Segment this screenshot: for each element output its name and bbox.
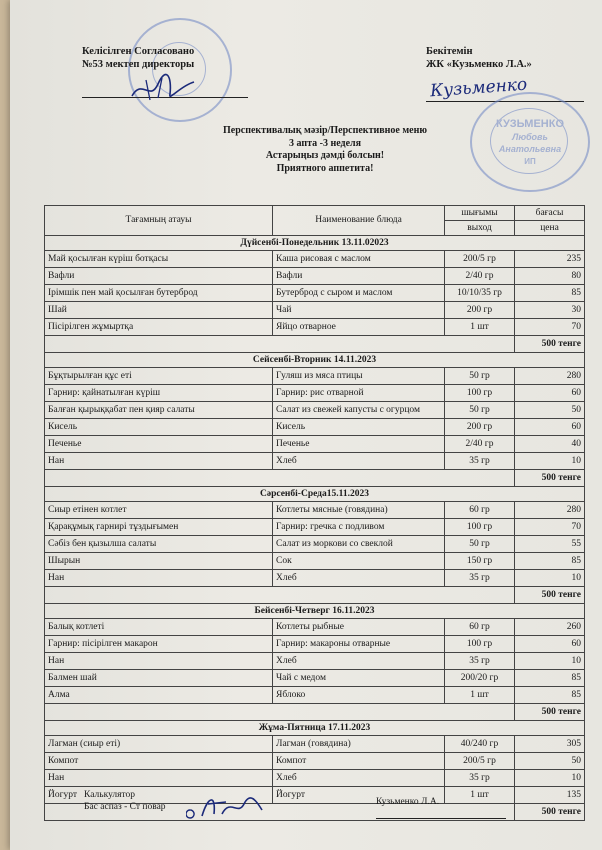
- footer-calculator: Калькулятор: [84, 790, 136, 800]
- dish-ru: Гарнир: макароны отварные: [273, 636, 445, 653]
- approval-left-line2: №53 мектеп директоры: [82, 59, 195, 70]
- dish-ru: Лагман (говядина): [273, 736, 445, 753]
- day-title: Жұма-Пятница 17.11.2023: [45, 721, 585, 736]
- yield: 100 гр: [445, 519, 515, 536]
- title-line4: Приятного аппетита!: [276, 162, 374, 174]
- dish-kz: Май қосылған күріш ботқасы: [45, 251, 273, 268]
- dish-kz: Алма: [45, 687, 273, 704]
- table-row: [45, 736, 585, 753]
- dish-kz: Бұқтырылған құс еті: [45, 368, 273, 385]
- table-row: [45, 368, 585, 385]
- table-row: [45, 619, 585, 636]
- price: 60: [515, 636, 585, 653]
- approval-left-line1: Келісілген Согласовано: [82, 46, 195, 57]
- table-row: [45, 653, 585, 670]
- price: 10: [515, 570, 585, 587]
- header-price-ru: цена: [515, 221, 585, 236]
- dish-kz: Лагман (сиыр еті): [45, 736, 273, 753]
- price: 80: [515, 268, 585, 285]
- price: 55: [515, 536, 585, 553]
- dish-ru: Чай с медом: [273, 670, 445, 687]
- price: 50: [515, 402, 585, 419]
- dish-ru: Сок: [273, 553, 445, 570]
- title-line1: Перспективалық мәзір/Перспективное меню: [222, 125, 427, 136]
- dish-ru: Компот: [273, 753, 445, 770]
- yield: 200 гр: [445, 302, 515, 319]
- dish-ru: Яблоко: [273, 687, 445, 704]
- dish-ru: Чай: [273, 302, 445, 319]
- table-row: [45, 251, 585, 268]
- total-row: [45, 587, 585, 604]
- yield: 50 гр: [445, 402, 515, 419]
- yield: 60 гр: [445, 502, 515, 519]
- yield: 2/40 гр: [445, 268, 515, 285]
- dish-kz: Сиыр етінен котлет: [45, 502, 273, 519]
- yield: 150 гр: [445, 553, 515, 570]
- footer-chef: Бас аспаз - Ст повар: [84, 802, 166, 812]
- dish-kz: Нан: [45, 770, 273, 787]
- price: 135: [515, 787, 585, 804]
- dish-ru: Яйцо отварное: [273, 319, 445, 336]
- price: 10: [515, 770, 585, 787]
- day-row: [45, 487, 585, 502]
- table-row: [45, 302, 585, 319]
- price: 60: [515, 385, 585, 402]
- dish-ru: Котлеты мясные (говядина): [273, 502, 445, 519]
- table-row: [45, 402, 585, 419]
- total-row: [45, 336, 585, 353]
- day-title: Сейсенбі-Вторник 14.11.2023: [45, 353, 585, 368]
- footer-signature-line: [376, 818, 506, 819]
- table-row: [45, 419, 585, 436]
- table-row: [45, 553, 585, 570]
- price: 280: [515, 502, 585, 519]
- day-total: 500 тенге: [515, 587, 585, 604]
- dish-ru: Вафли: [273, 268, 445, 285]
- yield: 100 гр: [445, 636, 515, 653]
- day-title: Дүйсенбі-Понедельник 13.11.02023: [45, 236, 585, 251]
- dish-ru: Гарнир: гречка с подливом: [273, 519, 445, 536]
- yield: 1 шт: [445, 787, 515, 804]
- dish-ru: Йогурт: [273, 787, 445, 804]
- dish-kz: Балық котлеті: [45, 619, 273, 636]
- day-title: Бейсенбі-Четверг 16.11.2023: [45, 604, 585, 619]
- day-total: 500 тенге: [515, 704, 585, 721]
- dish-kz: Шай: [45, 302, 273, 319]
- document-sheet: [10, 0, 602, 850]
- price: 235: [515, 251, 585, 268]
- price: 50: [515, 753, 585, 770]
- total-spacer: [45, 587, 515, 604]
- price: 85: [515, 687, 585, 704]
- price: 10: [515, 653, 585, 670]
- yield: 200/5 гр: [445, 251, 515, 268]
- dish-kz: Кисель: [45, 419, 273, 436]
- yield: 50 гр: [445, 536, 515, 553]
- dish-kz: Компот: [45, 753, 273, 770]
- price: 70: [515, 319, 585, 336]
- table-row: [45, 519, 585, 536]
- dish-kz: Гарнир: пісірілген макарон: [45, 636, 273, 653]
- dish-ru: Салат из свежей капусты с огурцом: [273, 402, 445, 419]
- chef-signature: [186, 790, 266, 826]
- dish-ru: Хлеб: [273, 453, 445, 470]
- table-row: [45, 636, 585, 653]
- dish-ru: Кисель: [273, 419, 445, 436]
- yield: 50 гр: [445, 368, 515, 385]
- dish-ru: Хлеб: [273, 653, 445, 670]
- title-line2: 3 апта -3 неделя: [288, 137, 362, 149]
- table-row: [45, 570, 585, 587]
- price: 85: [515, 285, 585, 302]
- table-row: [45, 436, 585, 453]
- table-row: [45, 670, 585, 687]
- dish-kz: Балған қырыққабат пен қияр салаты: [45, 402, 273, 419]
- table-row: [45, 285, 585, 302]
- dish-ru: Котлеты рыбные: [273, 619, 445, 636]
- yield: 100 гр: [445, 385, 515, 402]
- stamp-middle-name: Анатольевна: [498, 144, 562, 154]
- yield: 200 гр: [445, 419, 515, 436]
- approval-block-left: [82, 45, 194, 71]
- dish-kz: Нан: [45, 570, 273, 587]
- price: 305: [515, 736, 585, 753]
- dish-kz: Вафли: [45, 268, 273, 285]
- dish-kz: Қарақұмық гарнирі тұздығымен: [45, 519, 273, 536]
- dish-kz: Йогурт: [45, 787, 273, 804]
- dish-ru: Печенье: [273, 436, 445, 453]
- table-row: [45, 268, 585, 285]
- yield: 35 гр: [445, 570, 515, 587]
- price: 85: [515, 670, 585, 687]
- dish-ru: Бутерброд с сыром и маслом: [273, 285, 445, 302]
- day-total: 500 тенге: [515, 336, 585, 353]
- price: 10: [515, 453, 585, 470]
- day-row: [45, 353, 585, 368]
- table-row: [45, 770, 585, 787]
- total-spacer: [45, 704, 515, 721]
- table-row: [45, 687, 585, 704]
- table-row: [45, 385, 585, 402]
- price: 30: [515, 302, 585, 319]
- dish-ru: Гарнир: рис отварной: [273, 385, 445, 402]
- yield: 2/40 гр: [445, 436, 515, 453]
- stamp-surname: КУЗЬМЕНКО: [495, 118, 565, 130]
- yield: 1 шт: [445, 319, 515, 336]
- approval-right-line2: ЖК «Кузьменко Л.А.»: [426, 59, 532, 70]
- header-price-kz: бағасы: [515, 206, 585, 221]
- header-dish-kz: Тағамның атауы: [45, 206, 273, 236]
- table-row: [45, 319, 585, 336]
- yield: 35 гр: [445, 770, 515, 787]
- table-header-row: [45, 206, 585, 221]
- footer-right: Кузьменко Л.А.: [376, 797, 440, 807]
- total-spacer: [45, 470, 515, 487]
- yield: 35 гр: [445, 653, 515, 670]
- dish-ru: Хлеб: [273, 770, 445, 787]
- day-total: 500 тенге: [515, 804, 585, 821]
- table-row: [45, 453, 585, 470]
- menu-table: [44, 205, 585, 821]
- total-row: [45, 470, 585, 487]
- day-total: 500 тенге: [515, 470, 585, 487]
- yield: 10/10/35 гр: [445, 285, 515, 302]
- dish-kz: Гарнир: қайнатылған күріш: [45, 385, 273, 402]
- table-row: [45, 753, 585, 770]
- yield: 60 гр: [445, 619, 515, 636]
- dish-kz: Балмен шай: [45, 670, 273, 687]
- dish-kz: Нан: [45, 453, 273, 470]
- dish-kz: Печенье: [45, 436, 273, 453]
- header-yield-ru: выход: [445, 221, 515, 236]
- dish-kz: Сәбіз бен қызылша салаты: [45, 536, 273, 553]
- owner-signature: Кузьменко: [429, 74, 528, 102]
- table-row: [45, 502, 585, 519]
- approval-block-right: [426, 45, 532, 71]
- dish-kz: Нан: [45, 653, 273, 670]
- price: 85: [515, 553, 585, 570]
- day-row: [45, 236, 585, 251]
- footer-left: [84, 789, 166, 813]
- stamp-abbr: ИП: [524, 157, 536, 166]
- title-line3: Астарыңыз дәмді болсын!: [265, 150, 385, 161]
- yield: 35 гр: [445, 453, 515, 470]
- header-yield-kz: шығымы: [445, 206, 515, 221]
- header-dish-ru: Наименование блюда: [273, 206, 445, 236]
- price: 40: [515, 436, 585, 453]
- stamp-first-name: Любовь: [512, 132, 548, 142]
- yield: 1 шт: [445, 687, 515, 704]
- day-row: [45, 721, 585, 736]
- table-row: [45, 536, 585, 553]
- director-signature: [128, 72, 198, 106]
- approval-right-line1: Бекітемін: [426, 46, 473, 57]
- dish-kz: Ірімшік пен май қосылған бутерброд: [45, 285, 273, 302]
- dish-ru: Хлеб: [273, 570, 445, 587]
- dish-kz: Пісірілген жұмыртқа: [45, 319, 273, 336]
- total-spacer: [45, 336, 515, 353]
- menu-title: [130, 125, 520, 175]
- day-row: [45, 604, 585, 619]
- total-row: [45, 704, 585, 721]
- yield: 40/240 гр: [445, 736, 515, 753]
- yield: 200/20 гр: [445, 670, 515, 687]
- price: 60: [515, 419, 585, 436]
- dish-ru: Каша рисовая с маслом: [273, 251, 445, 268]
- yield: 200/5 гр: [445, 753, 515, 770]
- price: 260: [515, 619, 585, 636]
- day-title: Сәрсенбі-Среда15.11.2023: [45, 487, 585, 502]
- dish-ru: Салат из моркови со свеклой: [273, 536, 445, 553]
- dish-ru: Гуляш из мяса птицы: [273, 368, 445, 385]
- price: 70: [515, 519, 585, 536]
- dish-kz: Шырын: [45, 553, 273, 570]
- price: 280: [515, 368, 585, 385]
